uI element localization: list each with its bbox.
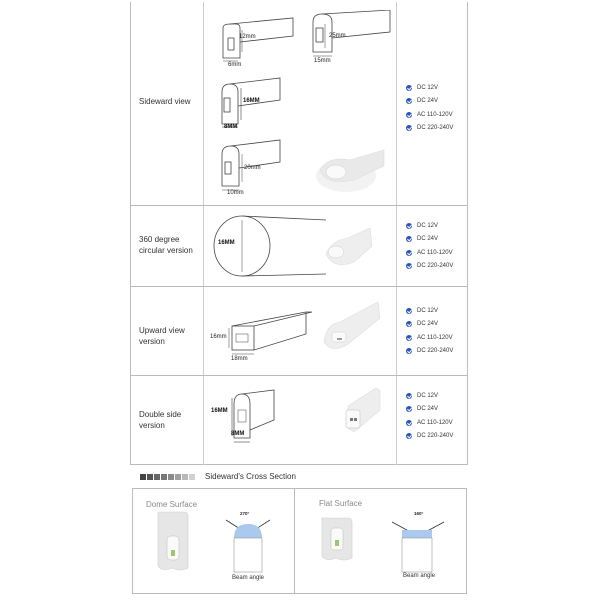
row-label-upward: Upward view version xyxy=(139,326,185,346)
dim-upward-18mm: 18mm xyxy=(231,356,248,362)
check-icon xyxy=(406,420,412,426)
voltage-item: DC 24V xyxy=(406,233,453,247)
voltage-item: AC 110-120V xyxy=(406,416,453,430)
voltage-list-sideward xyxy=(406,81,453,135)
check-icon xyxy=(406,348,412,354)
double-side-product-photo xyxy=(346,388,380,432)
dome-caption: Beam angle xyxy=(232,575,265,581)
flat-profile-photo xyxy=(322,518,352,560)
double-side-drawing xyxy=(208,380,393,460)
circular-drawing xyxy=(208,212,393,280)
dim-8mm: 8MM xyxy=(224,124,238,130)
row-label-double: Double side version xyxy=(139,410,182,430)
dim-circular-16mm: 16MM xyxy=(218,240,235,246)
check-icon xyxy=(406,321,412,327)
table-row-divider-3 xyxy=(130,375,468,376)
voltage-item: DC 12V xyxy=(406,81,453,95)
row-label-360: 360 degree circular version xyxy=(139,235,193,255)
check-icon xyxy=(406,98,412,104)
table-row-divider-1 xyxy=(130,205,468,206)
gray-swatch xyxy=(168,474,174,480)
voltage-item: AC 110-120V xyxy=(406,331,453,345)
check-icon xyxy=(406,125,412,131)
voltage-item: DC 12V xyxy=(406,389,453,403)
gray-swatch xyxy=(182,474,188,480)
check-icon xyxy=(406,85,412,91)
gray-swatch-strip xyxy=(140,474,195,480)
section-header xyxy=(140,472,296,481)
dim-25mm: 25mm xyxy=(329,33,346,39)
flat-title: Flat Surface xyxy=(319,499,363,508)
table-row-divider-2 xyxy=(130,286,468,287)
check-icon xyxy=(406,250,412,256)
check-icon xyxy=(406,263,412,269)
dim-16mm: 16MM xyxy=(243,98,260,104)
flat-diagram xyxy=(316,508,466,592)
table-border-left xyxy=(130,2,131,465)
table-col-divider-2 xyxy=(396,2,397,465)
voltage-item: DC 220-240V xyxy=(406,260,453,274)
section-title: Sideward's Cross Section xyxy=(205,472,296,481)
check-icon xyxy=(406,393,412,399)
voltage-item: AC 110-120V xyxy=(406,108,453,122)
flat-caption: Beam angle xyxy=(403,573,436,579)
check-icon xyxy=(406,335,412,341)
check-icon xyxy=(406,406,412,412)
gray-swatch xyxy=(175,474,181,480)
dim-upward-16mm: 16mm xyxy=(210,334,227,340)
sideward-product-photo xyxy=(316,150,384,192)
gray-swatch xyxy=(161,474,167,480)
voltage-item: DC 24V xyxy=(406,95,453,109)
dim-12mm: 12mm xyxy=(239,34,256,40)
voltage-item: DC 220-240V xyxy=(406,430,453,444)
voltage-item: DC 24V xyxy=(406,403,453,417)
voltage-item: DC 220-240V xyxy=(406,122,453,136)
profile-6x12 xyxy=(223,18,293,61)
flat-beam-diagram xyxy=(392,522,444,572)
dome-profile-photo xyxy=(158,512,188,570)
dim-20mm: 20mm xyxy=(244,165,261,171)
voltage-list-upward xyxy=(406,304,453,358)
voltage-item: DC 12V xyxy=(406,219,453,233)
check-icon xyxy=(406,236,412,242)
dome-title: Dome Surface xyxy=(146,500,198,509)
dim-double-16mm: 16MM xyxy=(211,408,228,414)
dome-diagram xyxy=(150,508,300,592)
voltage-item: DC 220-240V xyxy=(406,345,453,359)
upward-product-photo xyxy=(324,302,380,349)
table-col-divider-1 xyxy=(203,2,204,465)
gray-swatch xyxy=(154,474,160,480)
voltage-list-double xyxy=(406,389,453,443)
dome-angle: 270° xyxy=(240,511,250,516)
dim-6mm: 6mm xyxy=(228,62,242,68)
dome-beam-diagram xyxy=(226,520,270,572)
check-icon xyxy=(406,308,412,314)
flat-angle: 160° xyxy=(414,511,424,516)
dim-10mm: 10mm xyxy=(227,190,244,196)
check-icon xyxy=(406,433,412,439)
table-border-bottom xyxy=(130,464,468,465)
gray-swatch xyxy=(189,474,195,480)
gray-swatch xyxy=(147,474,153,480)
dim-15mm: 15mm xyxy=(314,58,331,64)
table-border-right xyxy=(467,2,468,465)
check-icon xyxy=(406,112,412,118)
check-icon xyxy=(406,223,412,229)
sideward-profiles-drawing xyxy=(208,10,393,200)
profile-15x25 xyxy=(313,10,390,56)
voltage-list-360 xyxy=(406,219,453,273)
voltage-item: DC 24V xyxy=(406,318,453,332)
row-label-sideward: Sideward view xyxy=(139,97,191,106)
gray-swatch xyxy=(140,474,146,480)
voltage-item: AC 110-120V xyxy=(406,246,453,260)
dim-double-8mm: 8MM xyxy=(231,431,245,437)
circular-product-photo xyxy=(326,228,372,265)
voltage-item: DC 12V xyxy=(406,304,453,318)
